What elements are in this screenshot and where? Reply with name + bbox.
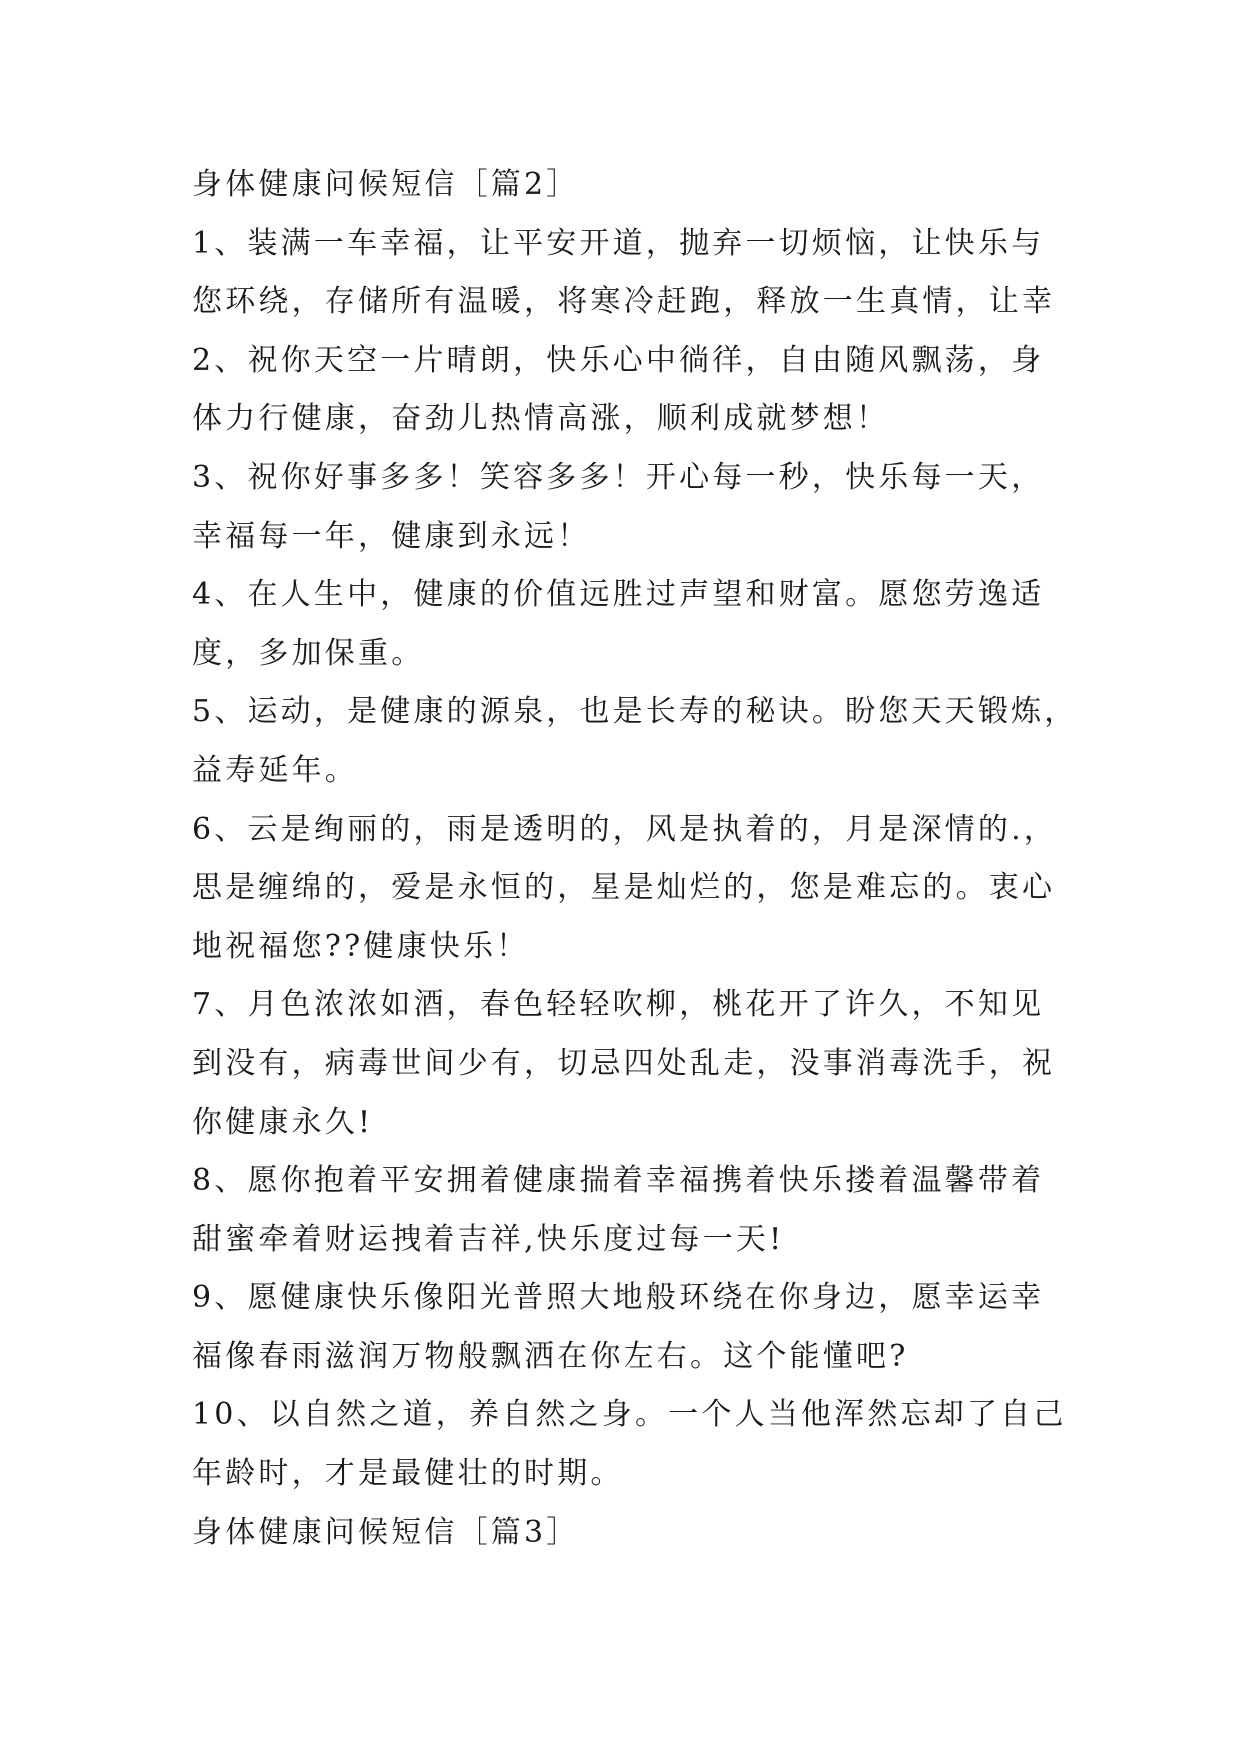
section-heading: 身体健康问候短信［篇2］ <box>192 167 580 202</box>
text-line: 你健康永久! <box>192 1104 374 1140</box>
text-line: 7、月色浓浓如酒，春色轻轻吹柳，桃花开了许久，不知见 <box>192 987 1045 1023</box>
text-line: 3、祝你好事多多！笑容多多！开心每一秒，快乐每一天， <box>192 459 1045 495</box>
text-line: 8、愿你抱着平安拥着健康揣着幸福携着快乐搂着温馨带着 <box>192 1163 1045 1199</box>
text-line: 幸福每一年，健康到永远！ <box>192 518 591 554</box>
text-line: 度，多加保重。 <box>192 635 425 671</box>
text-line: 9、愿健康快乐像阳光普照大地般环绕在你身边，愿幸运幸 <box>192 1280 1045 1316</box>
section-heading: 身体健康问候短信［篇3］ <box>192 1514 580 1550</box>
text-line: 到没有，病毒世间少有，切忌四处乱走，没事消毒洗手，祝 <box>192 1045 1056 1081</box>
text-line: 10、以自然之道，养自然之身。一个人当他浑然忘却了自己 <box>192 1397 1067 1433</box>
text-line: 思是缠绵的，爱是永恒的，星是灿烂的，您是难忘的。衷心 <box>192 870 1056 906</box>
text-line: 福像春雨滋润万物般飘洒在你左右。这个能懂吧? <box>192 1338 909 1374</box>
document-body <box>192 156 1078 1562</box>
text-line: 益寿延年。 <box>192 752 358 788</box>
text-line: 您环绕，存储所有温暖，将寒冷赶跑，释放一生真情，让幸 <box>192 284 1056 320</box>
text-line: 4、在人生中，健康的价值远胜过声望和财富。愿您劳逸适 <box>192 577 1045 613</box>
text-line: 地祝福您??健康快乐！ <box>192 928 530 964</box>
text-line: 年龄时，才是最健壮的时期。 <box>192 1456 624 1492</box>
text-line: 甜蜜牵着财运拽着吉祥,快乐度过每一天! <box>192 1221 785 1257</box>
text-line: 体力行健康，奋劲儿热情高涨，顺利成就梦想！ <box>192 401 890 437</box>
text-line: 2、祝你天空一片晴朗，快乐心中徜徉，自由随风飘荡，身 <box>192 342 1045 378</box>
text-line: 5、运动，是健康的源泉，也是长寿的秘诀。盼您天天锻炼， <box>192 694 1078 730</box>
text-line: 1、装满一车幸福，让平安开道，抛弃一切烦恼，让快乐与 <box>192 225 1045 261</box>
text-line: 6、云是绚丽的，雨是透明的，风是执着的，月是深情的.， <box>192 811 1058 847</box>
